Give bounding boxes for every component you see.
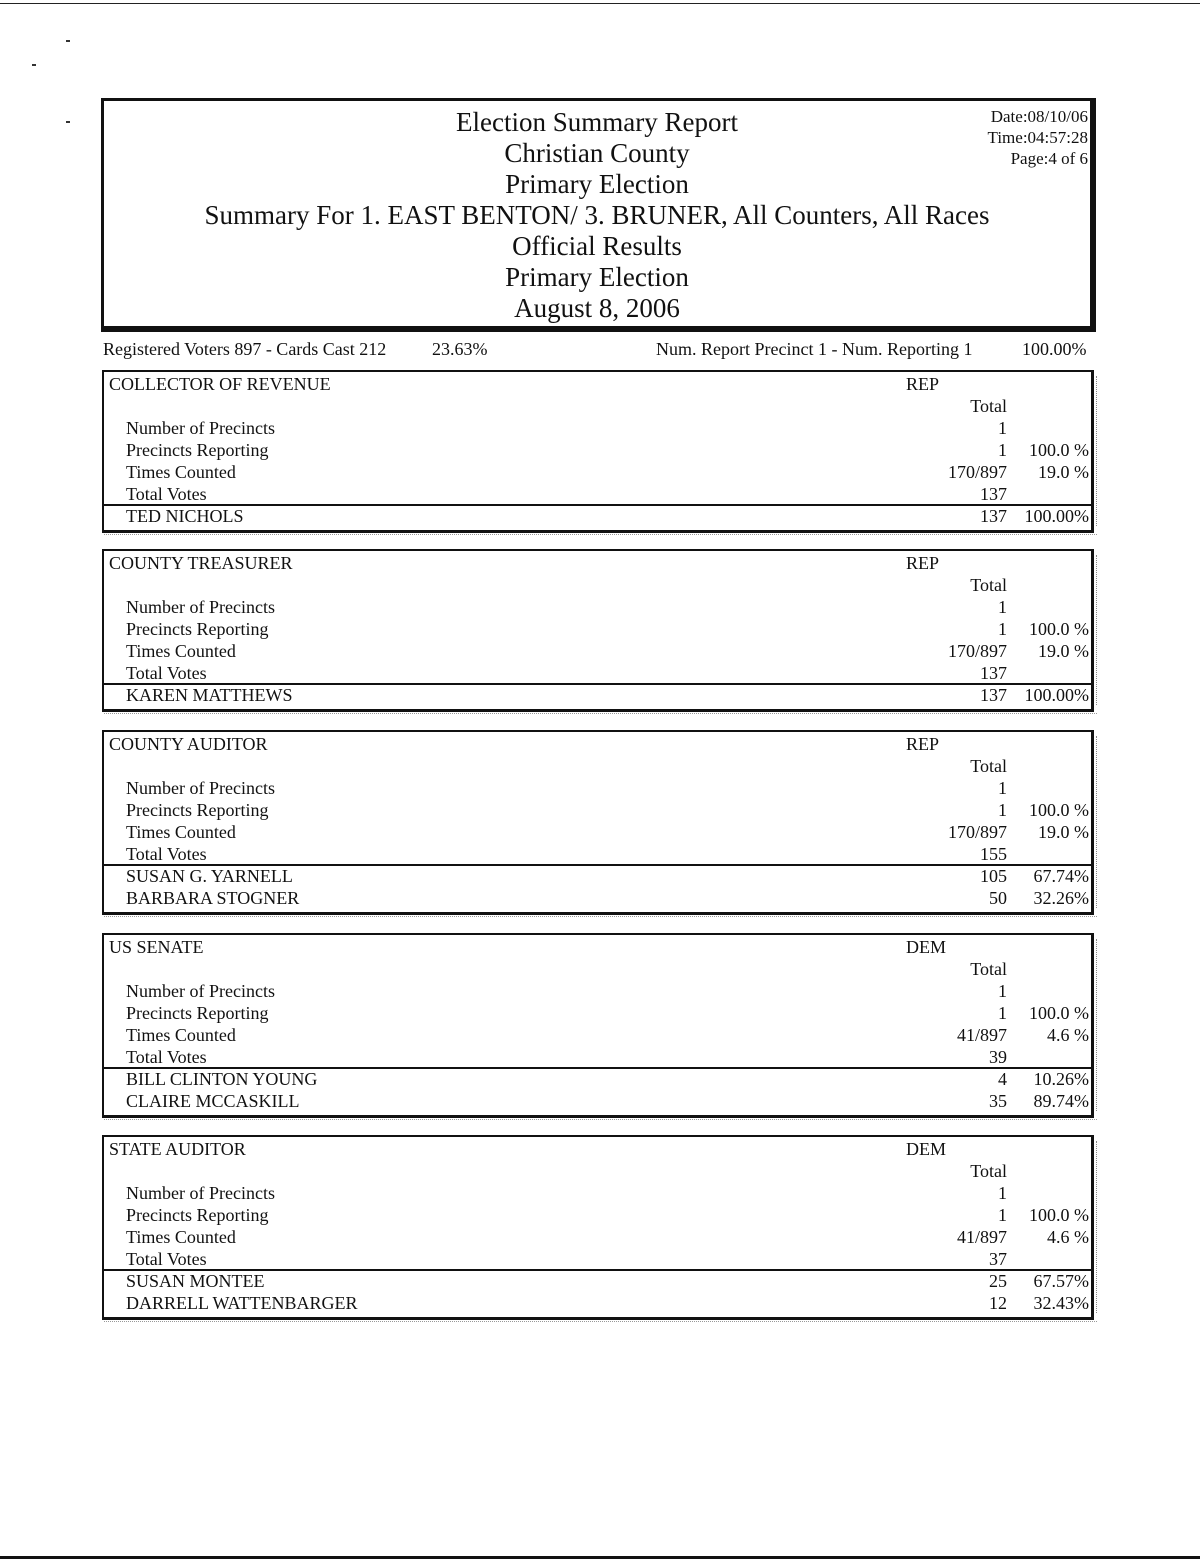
scan-artifact-underline [104, 713, 1097, 717]
stat-row [104, 596, 1091, 618]
stat-total: 170/897 [947, 462, 1007, 482]
scan-artifact-edge [1096, 939, 1103, 1111]
candidate-votes: 25 [989, 1271, 1007, 1291]
report-time: Time:04:57:28 [987, 128, 1088, 147]
scan-artifact-underline [104, 1119, 1097, 1123]
stat-label: Number of Precincts [126, 597, 275, 617]
candidate-percent: 89.74% [1033, 1091, 1089, 1111]
stat-label: Total Votes [126, 1047, 207, 1067]
stat-row [104, 1046, 1091, 1068]
total-header-row [104, 1160, 1091, 1182]
candidate-votes: 105 [980, 866, 1007, 886]
summary-scope: Summary For 1. EAST BENTON/ 3. BRUNER, All Counters, All Races [204, 200, 990, 230]
stat-label: Total Votes [126, 484, 207, 504]
stat-total: 1 [998, 597, 1007, 617]
total-column-header: Total [970, 396, 1007, 416]
candidate-percent: 32.43% [1033, 1293, 1089, 1313]
stat-label: Precincts Reporting [126, 1003, 269, 1023]
stat-percent: 19.0 % [1038, 822, 1089, 842]
candidate-row [104, 684, 1091, 706]
candidate-name: BILL CLINTON YOUNG [126, 1069, 318, 1089]
total-column-header: Total [970, 1161, 1007, 1181]
party-label: REP [906, 374, 940, 394]
stat-total: 137 [980, 663, 1007, 683]
race-title-row [104, 1138, 1091, 1160]
stat-row [104, 799, 1091, 821]
report-title-block [104, 107, 1090, 324]
stat-percent: 100.0 % [1029, 1205, 1089, 1225]
candidate-name: BARBARA STOGNER [126, 888, 300, 908]
county-name: Christian County [504, 138, 690, 168]
scan-speck [32, 64, 36, 66]
stat-row [104, 662, 1091, 684]
race-block [102, 933, 1094, 1118]
stat-row [104, 439, 1091, 461]
stat-label: Total Votes [126, 1249, 207, 1269]
stat-total: 41/897 [956, 1227, 1007, 1247]
stat-percent: 100.0 % [1029, 800, 1089, 820]
candidate-name: KAREN MATTHEWS [126, 685, 293, 705]
candidate-votes: 137 [980, 685, 1007, 705]
total-column-header: Total [970, 756, 1007, 776]
stat-total: 1 [998, 1205, 1007, 1225]
candidate-percent: 10.26% [1033, 1069, 1089, 1089]
race-title: COLLECTOR OF REVENUE [109, 374, 331, 394]
stat-percent: 4.6 % [1047, 1227, 1089, 1247]
stat-percent: 4.6 % [1047, 1025, 1089, 1045]
stat-total: 170/897 [947, 822, 1007, 842]
stat-percent: 100.0 % [1029, 440, 1089, 460]
party-label: REP [906, 734, 940, 754]
stat-row [104, 618, 1091, 640]
race-block [102, 730, 1094, 915]
candidate-row [104, 1090, 1091, 1112]
stat-label: Precincts Reporting [126, 1205, 269, 1225]
stat-label: Times Counted [126, 462, 236, 482]
candidate-name: TED NICHOLS [126, 506, 244, 526]
stat-label: Times Counted [126, 822, 236, 842]
stat-row [104, 980, 1091, 1002]
candidate-votes: 35 [989, 1091, 1007, 1111]
stat-row [104, 1024, 1091, 1046]
stat-label: Number of Precincts [126, 1183, 275, 1203]
stat-row [104, 483, 1091, 505]
stat-row [104, 1182, 1091, 1204]
candidate-votes: 50 [989, 888, 1007, 908]
stat-total: 39 [989, 1047, 1007, 1067]
stat-label: Total Votes [126, 663, 207, 683]
stat-total: 1 [998, 1003, 1007, 1023]
race-title: COUNTY TREASURER [109, 553, 293, 573]
candidate-votes: 137 [980, 506, 1007, 526]
stat-row [104, 640, 1091, 662]
stat-row [104, 777, 1091, 799]
race-title-row [104, 373, 1091, 395]
candidate-name: SUSAN MONTEE [126, 1271, 265, 1291]
party-label: REP [906, 553, 940, 573]
scan-artifact-edge [1096, 376, 1103, 526]
report-date: Date:08/10/06 [990, 107, 1088, 126]
stat-label: Times Counted [126, 641, 236, 661]
scan-artifact-edge [1096, 1141, 1103, 1313]
race-title-row [104, 733, 1091, 755]
candidate-votes: 12 [989, 1293, 1007, 1313]
stat-label: Precincts Reporting [126, 440, 269, 460]
stat-label: Times Counted [126, 1227, 236, 1247]
candidate-name: DARRELL WATTENBARGER [126, 1293, 358, 1313]
scan-artifact-underline [104, 1321, 1097, 1325]
scan-edge-top [0, 3, 1200, 4]
candidate-row [104, 1068, 1091, 1090]
turnout-percent: 23.63% [432, 339, 488, 359]
registered-voters: Registered Voters 897 - Cards Cast 212 [103, 339, 387, 359]
stat-total: 155 [980, 844, 1007, 864]
stat-row [104, 843, 1091, 865]
report-title: Election Summary Report [456, 107, 738, 137]
scan-artifact-edge [1096, 736, 1103, 908]
party-label: DEM [906, 1139, 946, 1159]
stat-row [104, 461, 1091, 483]
report-header [101, 98, 1096, 332]
stat-label: Precincts Reporting [126, 619, 269, 639]
stat-row [104, 1248, 1091, 1270]
stat-total: 1 [998, 418, 1007, 438]
candidate-percent: 32.26% [1033, 888, 1089, 908]
stat-row [104, 1226, 1091, 1248]
stat-total: 137 [980, 484, 1007, 504]
party-label: DEM [906, 937, 946, 957]
total-column-header: Total [970, 575, 1007, 595]
scan-artifact-edge [1096, 555, 1103, 705]
stat-total: 41/897 [956, 1025, 1007, 1045]
stat-label: Number of Precincts [126, 778, 275, 798]
candidate-row [104, 505, 1091, 527]
total-header-row [104, 755, 1091, 777]
candidate-name: CLAIRE MCCASKILL [126, 1091, 300, 1111]
election-date: August 8, 2006 [514, 293, 680, 323]
candidate-name: SUSAN G. YARNELL [126, 866, 293, 886]
total-header-row [104, 395, 1091, 417]
stat-row [104, 821, 1091, 843]
stat-percent: 19.0 % [1038, 462, 1089, 482]
race-block [102, 549, 1094, 712]
stat-total: 1 [998, 1183, 1007, 1203]
total-header-row [104, 574, 1091, 596]
stat-row [104, 1204, 1091, 1226]
election-type: Primary Election [505, 169, 689, 199]
candidate-percent: 67.74% [1033, 866, 1089, 886]
race-block [102, 1135, 1094, 1320]
page-number: Page:4 of 6 [1010, 149, 1088, 168]
precincts-reporting-summary: Num. Report Precinct 1 - Num. Reporting 1 [656, 339, 973, 359]
election-type-repeat: Primary Election [505, 262, 689, 292]
candidate-percent: 67.57% [1033, 1271, 1089, 1291]
stat-label: Number of Precincts [126, 981, 275, 1001]
candidate-percent: 100.00% [1024, 685, 1089, 705]
candidate-row [104, 865, 1091, 887]
stat-percent: 19.0 % [1038, 641, 1089, 661]
race-title-row [104, 936, 1091, 958]
candidate-percent: 100.00% [1024, 506, 1089, 526]
scan-speck [66, 40, 70, 42]
stat-label: Times Counted [126, 1025, 236, 1045]
scan-artifact-underline [104, 916, 1097, 920]
scan-speck [66, 121, 70, 123]
stat-total: 1 [998, 440, 1007, 460]
race-block [102, 370, 1094, 533]
stat-row [104, 1002, 1091, 1024]
stat-total: 1 [998, 800, 1007, 820]
total-column-header: Total [970, 959, 1007, 979]
stat-total: 1 [998, 619, 1007, 639]
stat-row [104, 417, 1091, 439]
stat-total: 170/897 [947, 641, 1007, 661]
scan-artifact-underline [104, 534, 1097, 538]
race-title-row [104, 552, 1091, 574]
race-title: STATE AUDITOR [109, 1139, 246, 1159]
reporting-percent: 100.00% [1022, 339, 1087, 359]
total-header-row [104, 958, 1091, 980]
stat-label: Total Votes [126, 844, 207, 864]
stat-total: 1 [998, 981, 1007, 1001]
results-status: Official Results [512, 231, 682, 261]
report-meta [988, 106, 1088, 169]
stat-percent: 100.0 % [1029, 1003, 1089, 1023]
stat-label: Number of Precincts [126, 418, 275, 438]
candidate-row [104, 887, 1091, 909]
stat-total: 37 [989, 1249, 1007, 1269]
candidate-votes: 4 [998, 1069, 1007, 1089]
candidate-row [104, 1292, 1091, 1314]
race-title: COUNTY AUDITOR [109, 734, 268, 754]
race-title: US SENATE [109, 937, 204, 957]
stat-total: 1 [998, 778, 1007, 798]
candidate-row [104, 1270, 1091, 1292]
stat-label: Precincts Reporting [126, 800, 269, 820]
stat-percent: 100.0 % [1029, 619, 1089, 639]
scan-edge-bottom [0, 1556, 1200, 1559]
